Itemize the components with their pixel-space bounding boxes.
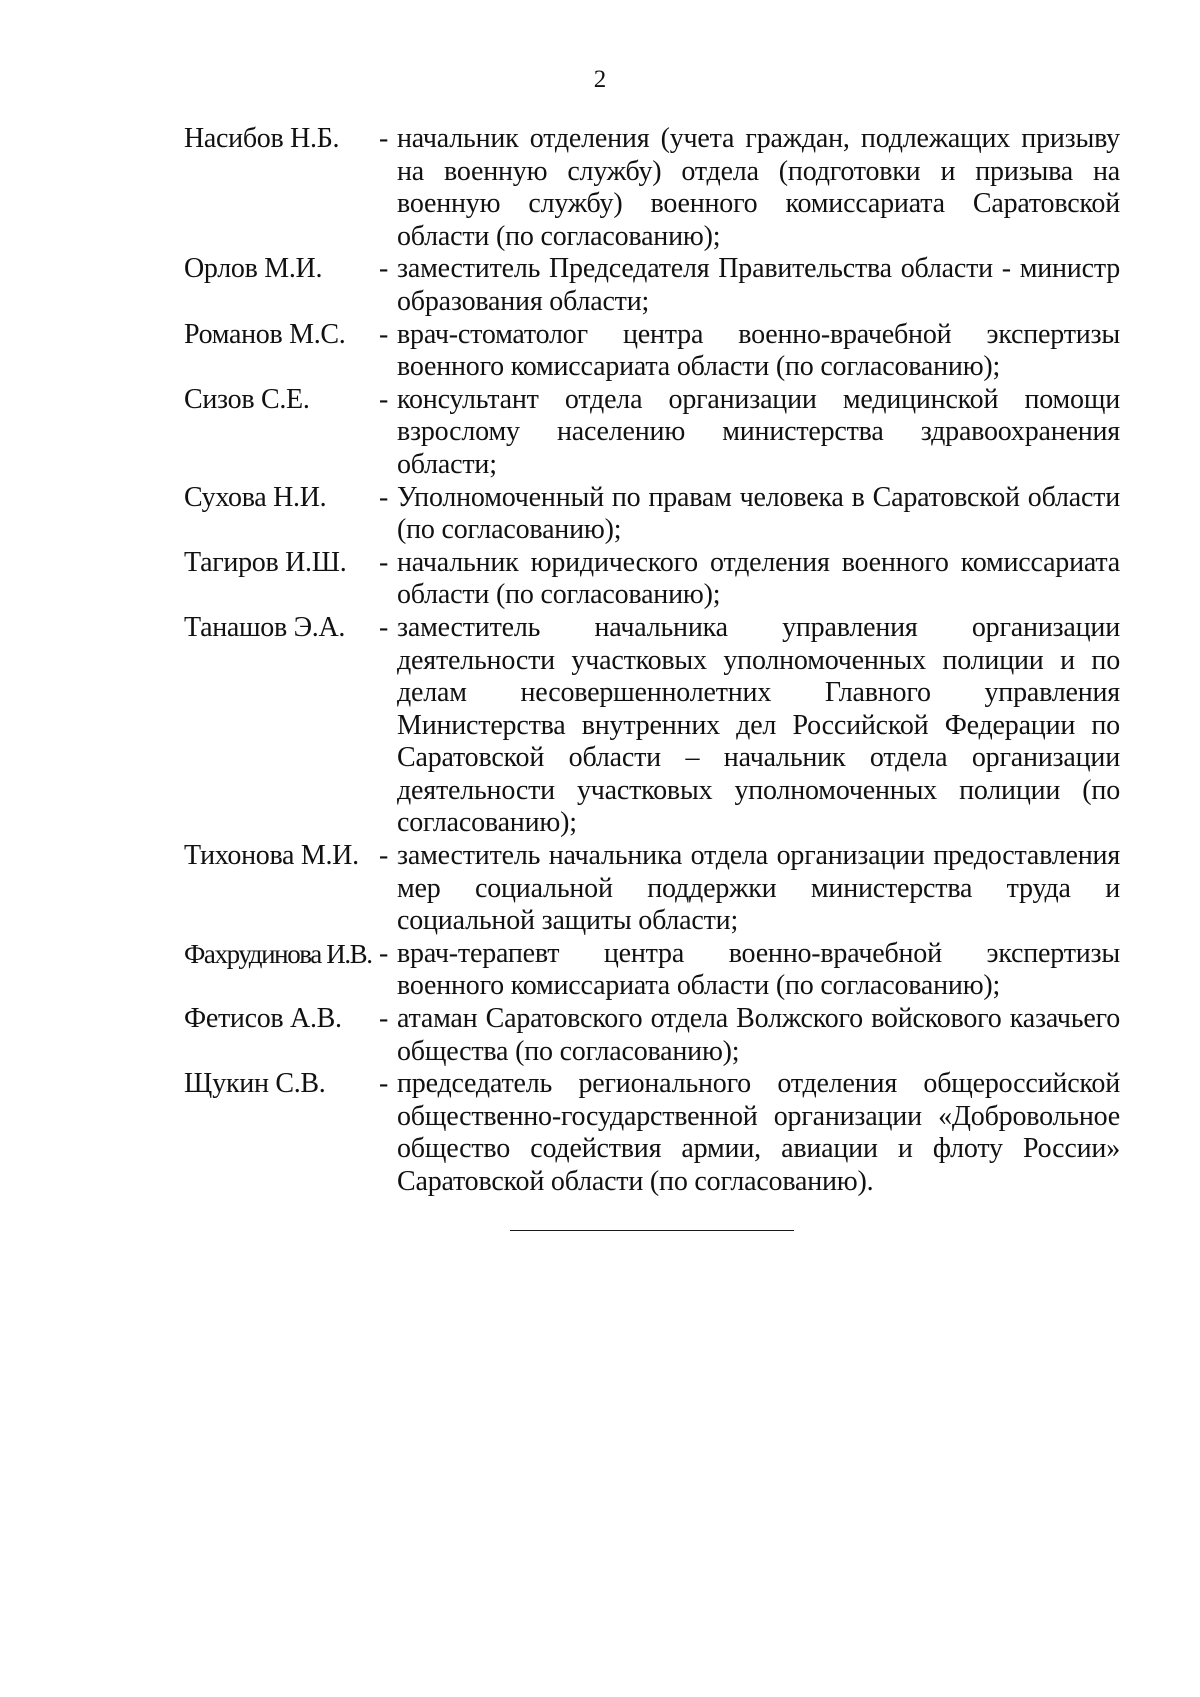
member-name: Сухова Н.И. [184,481,327,513]
member-dash: - [379,253,389,285]
member-name: Танашов Э.А. [184,611,346,643]
closing-separator-line [510,1230,794,1231]
member-position: атаман Саратовского отдела Волжского войскового казачьего общества (по согласованию); [397,1003,1120,1067]
member-dash: - [379,1068,389,1100]
member-name: Тихонова М.И. [184,840,359,872]
member-position: заместитель начальника отдела организации предоставления мер социальной поддержки министерства труда и социальной защиты области; [397,840,1120,937]
page-number: 2 [593,66,607,93]
member-dash: - [379,546,389,578]
member-dash: - [379,1003,389,1035]
member-entry-tanashov [184,612,1124,840]
member-position: врач-терапевт центра военно-врачебной экспертизы военного комиссариата области (по согласованию); [397,937,1120,1002]
member-position: заместитель начальника управления организации деятельности участковых уполномоченных полиции и по делам несовершеннолетних Главного управления Министерства внутренних дел Российской Федерации по Саратовской области – начальник отдела организации деятельности участковых уполномоченных полиции (по согласованию); [397,611,1120,839]
member-name: Щукин С.В. [184,1068,326,1100]
member-entry-romanov [184,319,1124,384]
member-position: консультант отдела организации медицинской помощи взрослому населению министерства здравоохранения области; [397,383,1120,480]
member-name: Романов М.С. [184,318,346,350]
member-name: Орлов М.И. [184,253,323,285]
member-entry-sizov [184,384,1124,482]
member-name: Фетисов А.В. [184,1003,342,1035]
member-dash: - [379,937,389,969]
member-entry-fetisov [184,1003,1124,1068]
member-name: Тагиров И.Ш. [184,546,347,578]
member-position: врач-стоматолог центра военно-врачебной экспертизы военного комиссариата области (по согласованию); [397,318,1120,383]
member-position: начальник отделения (учета граждан, подлежащих призыву на военную службу) отдела (подготовки и призыва на военную службу) военного комиссариата Саратовской области (по согласованию); [397,123,1120,252]
member-entry-tikhonova [184,840,1124,938]
member-dash: - [379,383,389,415]
member-name: Насибов Н.Б. [184,123,340,154]
commission-member-list [184,123,1124,1199]
member-dash: - [379,123,389,154]
member-dash: - [379,611,389,643]
member-dash: - [379,840,389,872]
member-dash: - [379,318,389,350]
member-entry-fakhrudinova [184,938,1124,1003]
member-position: заместитель Председателя Правительства области - министр образования области; [397,253,1120,317]
member-dash: - [379,481,389,513]
member-position: председатель регионального отделения общероссийской общественно-государственной организации «Добровольное общество содействия армии, авиации и флоту России» Саратовской области (по согласованию). [397,1068,1120,1197]
member-entry-nasibov [184,123,1124,253]
member-name: Фахрудинова И.В. [184,938,372,969]
member-entry-orlov [184,253,1124,318]
member-name: Сизов С.Е. [184,383,310,415]
member-position: Уполномоченный по правам человека в Саратовской области (по согласованию); [397,481,1120,546]
member-entry-shchukin [184,1068,1124,1198]
member-entry-sukhova [184,482,1124,547]
member-position: начальник юридического отделения военного комиссариата области (по согласованию); [397,546,1120,611]
member-entry-tagirov [184,547,1124,612]
